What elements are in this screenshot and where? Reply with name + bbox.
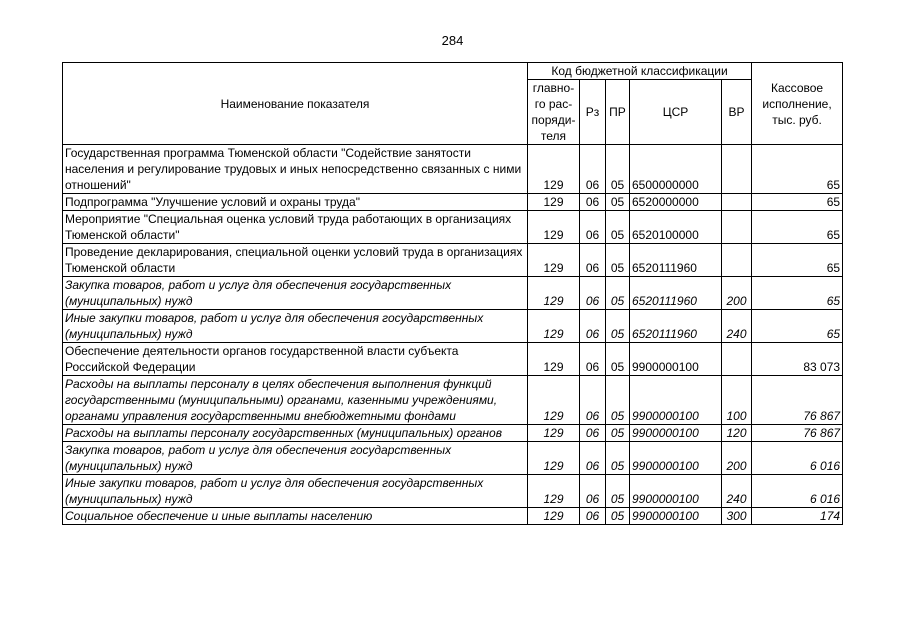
row-name: Мероприятие "Специальная оценка условий труда работающих в организациях Тюменской области": [63, 211, 528, 244]
row-glavny: 129: [528, 277, 580, 310]
row-rz: 06: [580, 310, 606, 343]
row-vr: [722, 211, 752, 244]
table-row: [63, 343, 843, 376]
row-pr: 05: [606, 508, 630, 525]
row-name: Иные закупки товаров, работ и услуг для обеспечения государственных (муниципальных) нужд: [63, 475, 528, 508]
row-csr: 6500000000: [630, 145, 722, 194]
row-pr: 05: [606, 376, 630, 425]
row-csr: 9900000100: [630, 508, 722, 525]
row-amount: 174: [752, 508, 843, 525]
table-row: [63, 244, 843, 277]
row-rz: 06: [580, 376, 606, 425]
header-rz: Рз: [580, 80, 606, 145]
row-pr: 05: [606, 475, 630, 508]
row-pr: 05: [606, 277, 630, 310]
row-csr: 9900000100: [630, 475, 722, 508]
row-glavny: 129: [528, 442, 580, 475]
row-csr: 6520111960: [630, 244, 722, 277]
row-rz: 06: [580, 211, 606, 244]
row-amount: 6 016: [752, 442, 843, 475]
table-row: [63, 211, 843, 244]
row-name: Социальное обеспечение и иные выплаты населению: [63, 508, 528, 525]
row-rz: 06: [580, 508, 606, 525]
row-amount: 6 016: [752, 475, 843, 508]
row-rz: 06: [580, 475, 606, 508]
row-rz: 06: [580, 277, 606, 310]
row-vr: [722, 194, 752, 211]
row-glavny: 129: [528, 508, 580, 525]
table-row: [63, 475, 843, 508]
row-vr: 240: [722, 310, 752, 343]
row-vr: [722, 244, 752, 277]
row-pr: 05: [606, 244, 630, 277]
header-code-group: Код бюджетной классификации: [528, 63, 752, 80]
row-pr: 05: [606, 425, 630, 442]
row-amount: 65: [752, 244, 843, 277]
page-number: 284: [441, 33, 464, 48]
row-amount: 65: [752, 194, 843, 211]
row-amount: 76 867: [752, 425, 843, 442]
row-glavny: 129: [528, 376, 580, 425]
header-amount: Кассовое исполнение, тыс. руб.: [752, 63, 843, 145]
row-glavny: 129: [528, 194, 580, 211]
row-vr: 240: [722, 475, 752, 508]
table-row: [63, 442, 843, 475]
row-amount: 65: [752, 145, 843, 194]
header-csr: ЦСР: [630, 80, 722, 145]
row-csr: 6520111960: [630, 277, 722, 310]
row-pr: 05: [606, 145, 630, 194]
row-pr: 05: [606, 343, 630, 376]
header-pr: ПР: [606, 80, 630, 145]
header-vr: ВР: [722, 80, 752, 145]
row-rz: 06: [580, 442, 606, 475]
row-pr: 05: [606, 310, 630, 343]
table-row: [63, 145, 843, 194]
row-glavny: 129: [528, 244, 580, 277]
budget-table: [62, 62, 843, 525]
row-rz: 06: [580, 343, 606, 376]
table-row: [63, 508, 843, 525]
row-vr: 120: [722, 425, 752, 442]
row-glavny: 129: [528, 211, 580, 244]
row-glavny: 129: [528, 475, 580, 508]
row-vr: 100: [722, 376, 752, 425]
row-csr: 9900000100: [630, 376, 722, 425]
row-glavny: 129: [528, 425, 580, 442]
row-rz: 06: [580, 244, 606, 277]
row-glavny: 129: [528, 343, 580, 376]
row-name: Закупка товаров, работ и услуг для обеспечения государственных (муниципальных) нужд: [63, 277, 528, 310]
row-name: Государственная программа Тюменской области "Содействие занятости населения и регулирование трудовых и иных непосредственно связанных с ними отношений": [63, 145, 528, 194]
row-rz: 06: [580, 145, 606, 194]
row-vr: 200: [722, 277, 752, 310]
row-amount: 76 867: [752, 376, 843, 425]
table-row: [63, 376, 843, 425]
row-glavny: 129: [528, 145, 580, 194]
row-rz: 06: [580, 194, 606, 211]
table-row: [63, 310, 843, 343]
row-csr: 6520000000: [630, 194, 722, 211]
row-amount: 65: [752, 310, 843, 343]
row-amount: 65: [752, 211, 843, 244]
header-glavny: главно- го рас- поряди- теля: [528, 80, 580, 145]
row-vr: 300: [722, 508, 752, 525]
row-name: Расходы на выплаты персоналу государственных (муниципальных) органов: [63, 425, 528, 442]
table-row: [63, 425, 843, 442]
row-csr: 9900000100: [630, 343, 722, 376]
table-row: [63, 194, 843, 211]
row-name: Проведение декларирования, специальной оценки условий труда в организациях Тюменской области: [63, 244, 528, 277]
row-vr: 200: [722, 442, 752, 475]
row-csr: 9900000100: [630, 425, 722, 442]
row-name: Подпрограмма "Улучшение условий и охраны труда": [63, 194, 528, 211]
row-name: Расходы на выплаты персоналу в целях обеспечения выполнения функций государственными (муниципальными) органами, казенными учреждениями, органами управления государственными внебюджетными фондами: [63, 376, 528, 425]
row-glavny: 129: [528, 310, 580, 343]
row-amount: 65: [752, 277, 843, 310]
row-csr: 9900000100: [630, 442, 722, 475]
row-name: Обеспечение деятельности органов государственной власти субъекта Российской Федерации: [63, 343, 528, 376]
row-pr: 05: [606, 194, 630, 211]
row-pr: 05: [606, 442, 630, 475]
row-amount: 83 073: [752, 343, 843, 376]
header-name: Наименование показателя: [63, 63, 528, 145]
table-row: [63, 277, 843, 310]
row-name: Закупка товаров, работ и услуг для обеспечения государственных (муниципальных) нужд: [63, 442, 528, 475]
row-vr: [722, 145, 752, 194]
row-rz: 06: [580, 425, 606, 442]
row-csr: 6520111960: [630, 310, 722, 343]
row-name: Иные закупки товаров, работ и услуг для обеспечения государственных (муниципальных) нужд: [63, 310, 528, 343]
row-pr: 05: [606, 211, 630, 244]
table-body: [63, 145, 843, 525]
row-csr: 6520100000: [630, 211, 722, 244]
row-vr: [722, 343, 752, 376]
